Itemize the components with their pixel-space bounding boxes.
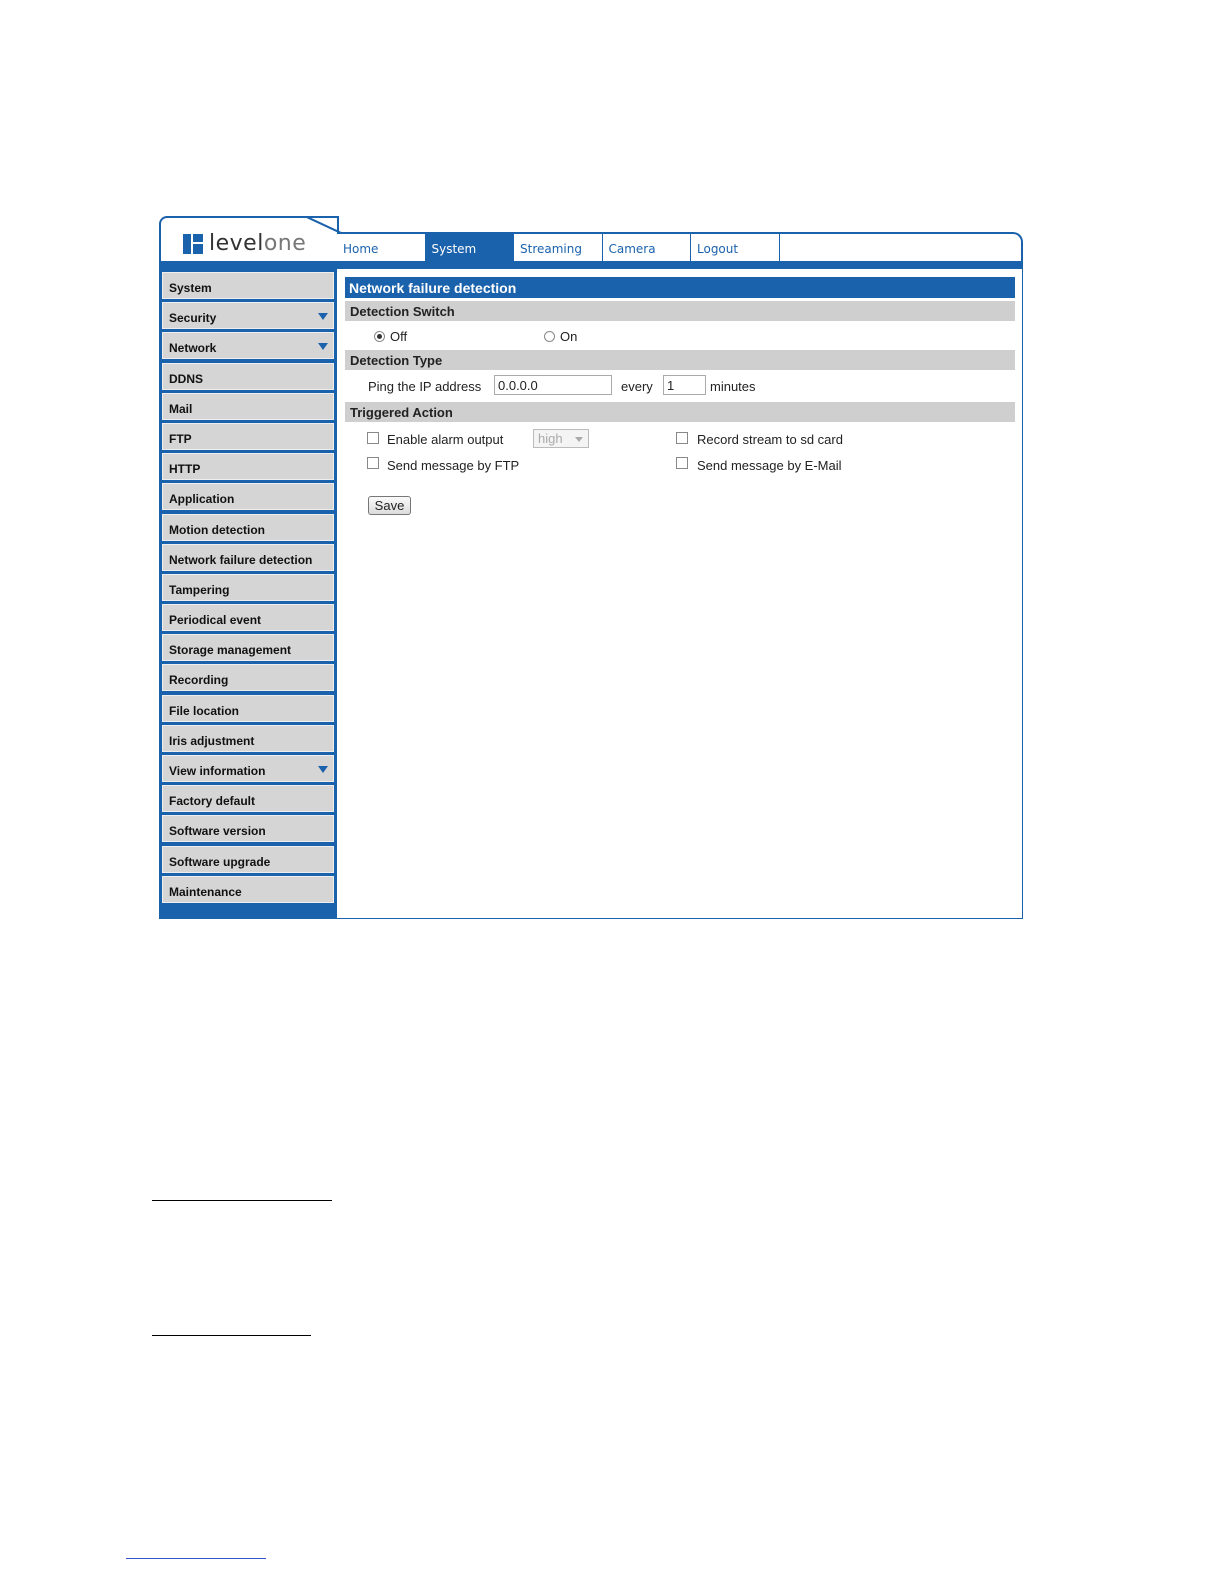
sidebar-item-label: Recording (169, 673, 229, 688)
interval-input[interactable]: 1 (663, 375, 706, 395)
tab-camera[interactable]: Camera (603, 234, 692, 262)
alarm-level-select[interactable] (533, 429, 589, 448)
expand-arrow-icon (318, 766, 328, 773)
camera-web-ui (159, 216, 1023, 919)
footnote-rule (126, 1558, 266, 1559)
page-title: Network failure detection (345, 277, 1015, 298)
sidebar-item-http[interactable] (162, 453, 334, 480)
alarm-level-value: high (538, 431, 563, 446)
section-detection-switch: Detection Switch (345, 301, 1015, 321)
ping-label: Ping the IP address (368, 379, 482, 394)
sidebar-item-label: Security (169, 311, 217, 326)
sidebar-item-security[interactable] (162, 302, 334, 329)
tab-streaming[interactable]: Streaming (514, 234, 603, 262)
chevron-down-icon (575, 437, 583, 442)
sidebar-item-recording[interactable] (162, 664, 334, 691)
sidebar-item-network-failure-detection[interactable] (162, 544, 334, 571)
sidebar-item-storage-management[interactable] (162, 634, 334, 661)
sidebar-item-label: FTP (169, 431, 192, 446)
sidebar-item-label: View information (169, 764, 266, 778)
sidebar-item-tampering[interactable] (162, 574, 334, 601)
send-ftp-label: Send message by FTP (387, 458, 520, 473)
sidebar-item-label: DDNS (169, 371, 204, 386)
sidebar-item-label: Iris adjustment (169, 733, 255, 748)
sidebar-item-label: File location (169, 703, 240, 718)
sidebar-item-ddns[interactable] (162, 363, 334, 390)
divider-rule (152, 1200, 332, 1201)
sidebar-item-file-location[interactable] (162, 695, 334, 722)
divider-rule (152, 1335, 311, 1336)
save-button[interactable]: Save (368, 496, 411, 515)
levelone-logo (183, 231, 306, 256)
ip-address-input[interactable]: 0.0.0.0 (494, 375, 612, 395)
top-nav (337, 232, 1023, 262)
minutes-label: minutes (710, 379, 756, 394)
section-triggered-action: Triggered Action (345, 402, 1015, 422)
radio-off-label: Off (390, 329, 408, 344)
sidebar-item-label: Application (169, 492, 235, 507)
levelone-logo-icon (183, 234, 203, 254)
send-email-label: Send message by E-Mail (697, 458, 842, 473)
header-divider (159, 261, 1023, 269)
section-detection-type: Detection Type (345, 350, 1015, 370)
sidebar-item-label: Tampering (169, 582, 230, 597)
expand-arrow-icon (318, 343, 328, 350)
alarm-output-label: Enable alarm output (387, 432, 504, 447)
sidebar-item-software-upgrade[interactable] (162, 846, 334, 873)
sidebar-item-label: Maintenance (169, 884, 242, 899)
sidebar-item-application[interactable] (162, 483, 334, 510)
sidebar-item-label: System (169, 281, 212, 295)
sidebar-item-label: Periodical event (169, 613, 262, 628)
main-content (337, 269, 1023, 919)
sidebar-item-motion-detection[interactable] (162, 514, 334, 541)
record-sd-label: Record stream to sd card (697, 432, 843, 447)
sidebar-item-iris-adjustment[interactable] (162, 725, 334, 752)
sidebar-item-label: HTTP (169, 462, 201, 477)
sidebar-item-label: Motion detection (169, 522, 265, 537)
record-sd-checkbox[interactable] (676, 432, 688, 444)
tab-logout[interactable]: Logout (691, 234, 780, 262)
tab-system[interactable]: System (426, 234, 515, 262)
sidebar-item-network[interactable] (162, 332, 334, 359)
every-label: every (621, 379, 653, 394)
sidebar-item-label: Software version (169, 824, 266, 839)
sidebar-item-system[interactable] (162, 272, 334, 299)
expand-arrow-icon (318, 313, 328, 320)
radio-off[interactable] (374, 331, 385, 342)
sidebar-item-label: Network (169, 341, 217, 356)
radio-on[interactable] (544, 331, 555, 342)
sidebar-item-view-information[interactable] (162, 755, 334, 782)
alarm-output-checkbox[interactable] (367, 432, 379, 444)
logo-text: levelone (209, 231, 307, 256)
sidebar-item-label: Mail (169, 401, 193, 416)
sidebar-item-software-version[interactable] (162, 815, 334, 842)
sidebar-item-periodical-event[interactable] (162, 604, 334, 631)
send-email-checkbox[interactable] (676, 457, 688, 469)
radio-on-label: On (560, 329, 578, 344)
sidebar-item-label: Factory default (169, 794, 256, 809)
send-ftp-checkbox[interactable] (367, 457, 379, 469)
sidebar-item-label: Software upgrade (169, 854, 271, 869)
sidebar-item-maintenance[interactable] (162, 876, 334, 903)
sidebar-item-factory-default[interactable] (162, 785, 334, 812)
sidebar-item-ftp[interactable] (162, 423, 334, 450)
tab-home[interactable]: Home (337, 234, 426, 262)
sidebar (159, 269, 337, 919)
sidebar-item-label: Storage management (169, 643, 292, 658)
sidebar-item-label: Network failure detection (169, 552, 313, 567)
sidebar-item-mail[interactable] (162, 393, 334, 420)
